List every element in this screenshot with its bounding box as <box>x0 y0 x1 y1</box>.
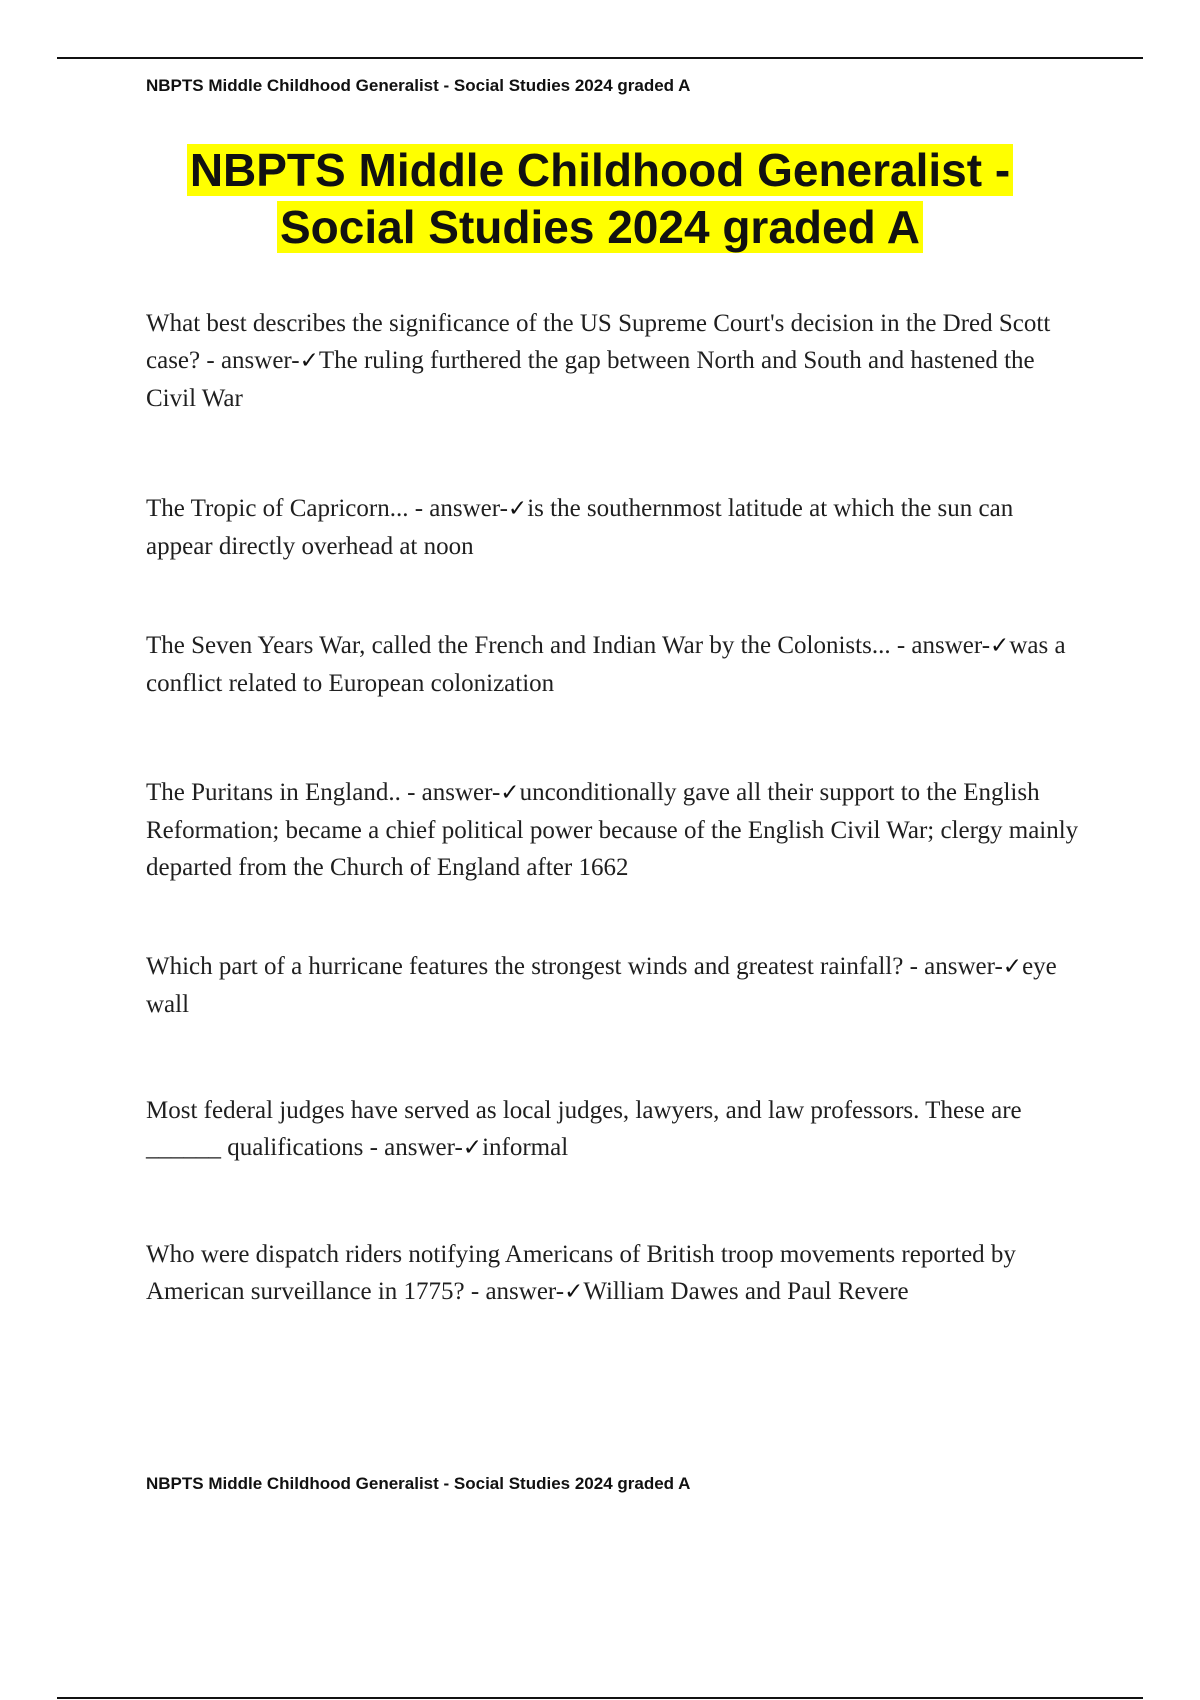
qa-item <box>146 1092 1086 1167</box>
qa-question: The Puritans in England.. - answer- <box>146 779 501 806</box>
qa-item <box>146 1236 1086 1311</box>
qa-question: The Tropic of Capricorn... - answer- <box>146 495 508 522</box>
qa-question: Which part of a hurricane features the strongest winds and greatest rainfall? - answer- <box>146 953 1003 980</box>
qa-item <box>146 774 1086 886</box>
running-footer: NBPTS Middle Childhood Generalist - Social Studies 2024 graded A <box>146 1474 691 1493</box>
checkmark-icon: ✓ <box>990 633 1010 659</box>
qa-question: The Seven Years War, called the French and Indian War by the Colonists... - answer- <box>146 632 991 659</box>
checkmark-icon: ✓ <box>299 348 319 374</box>
qa-question: Who were dispatch riders notifying Americans of British troop movements reported by American surveillance in 1775? - answer- <box>146 1241 1016 1305</box>
qa-answer: was a conflict related to European colonization <box>146 632 1066 697</box>
checkmark-icon: ✓ <box>500 780 520 806</box>
checkmark-icon: ✓ <box>507 496 528 522</box>
qa-question: What best describes the significance of the US Supreme Court's decision in the Dred Scott case? - answer- <box>146 310 1051 374</box>
checkmark-icon: ✓ <box>564 1279 584 1305</box>
top-rule <box>57 57 1143 59</box>
qa-item <box>146 305 1086 417</box>
qa-answer: The ruling furthered the gap between North and South and hastened the Civil War <box>146 347 1035 412</box>
title-line-2: Social Studies 2024 graded A <box>277 201 923 253</box>
qa-item <box>146 490 1086 565</box>
qa-answer: unconditionally gave all their support to the English Reformation; became a chief political power because of the English Civil War; clergy mainly departed from the Church of England after 1662 <box>146 779 1079 881</box>
checkmark-icon: ✓ <box>1002 954 1023 980</box>
qa-answer: informal <box>482 1134 569 1161</box>
qa-question: Most federal judges have served as local judges, lawyers, and law professors. These are ______ qualifications - answer- <box>146 1097 1022 1161</box>
qa-answer: eye wall <box>146 953 1057 1018</box>
title-line-1: NBPTS Middle Childhood Generalist - <box>187 144 1013 196</box>
qa-item <box>146 627 1086 702</box>
qa-answer: William Dawes and Paul Revere <box>583 1278 909 1305</box>
checkmark-icon: ✓ <box>462 1135 483 1161</box>
document-title <box>100 142 1100 256</box>
qa-answer: is the southernmost latitude at which the sun can appear directly overhead at noon <box>146 495 1014 560</box>
running-header: NBPTS Middle Childhood Generalist - Social Studies 2024 graded A <box>146 76 691 95</box>
bottom-rule <box>57 1697 1143 1699</box>
qa-item <box>146 948 1086 1023</box>
